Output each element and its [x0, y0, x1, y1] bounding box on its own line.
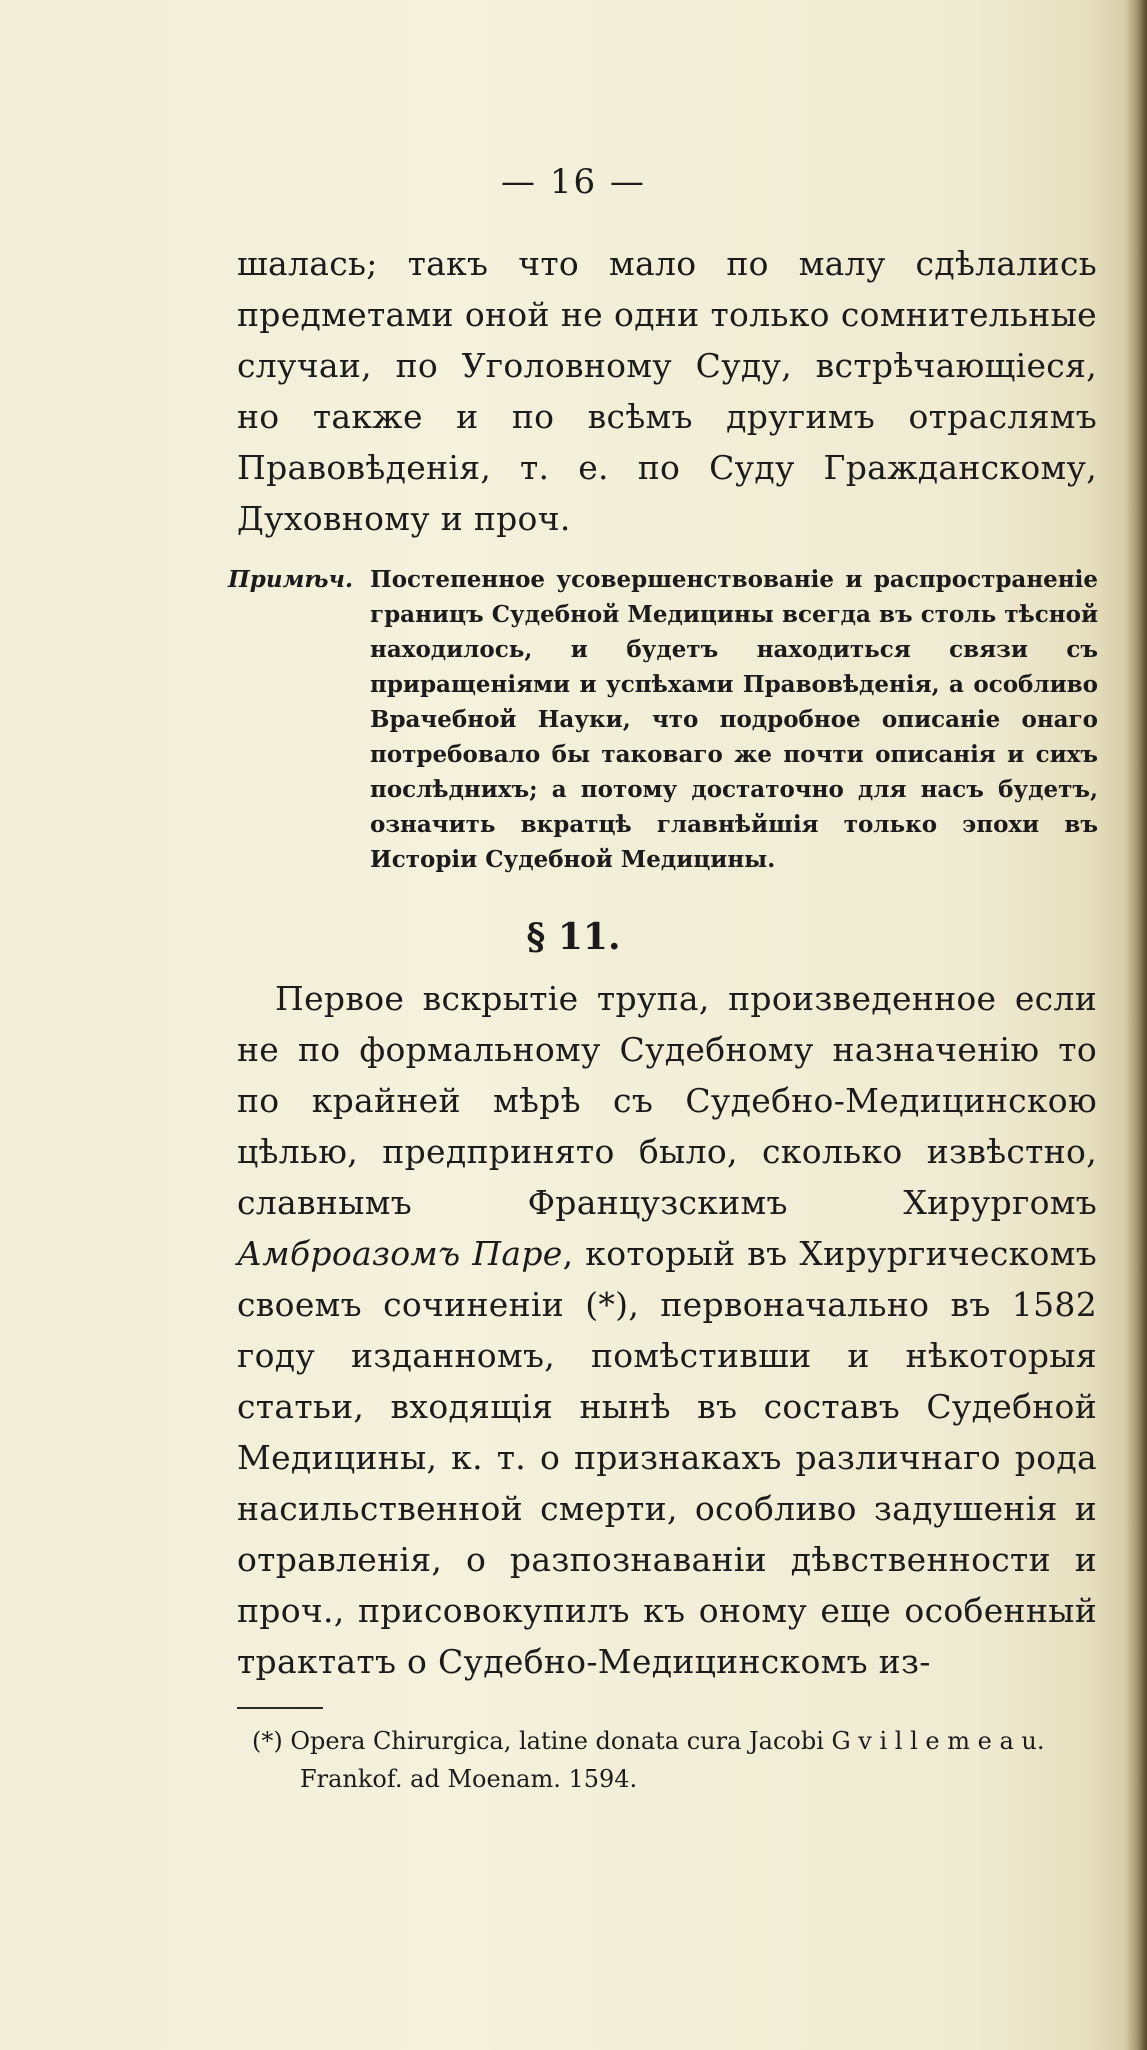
section-paragraph-part2: , который въ Хирургическомъ своемъ сочиненіи (*), первоначально въ 1582 году изданномъ, помѣстивши и нѣкоторыя статьи, входящія нынѣ въ составъ Судебной Медицины, к. т. о признакахъ различнаго рода насильственной смерти, особливо задушенія и отравленія, о разпознаваніи дѣвственности и проч., присовокупилъ къ оному еще особенный трактатъ о Судебно-Медицинскомъ из- [237, 1234, 1097, 1681]
section-paragraph [237, 973, 1097, 1687]
note-block [228, 562, 1098, 877]
note-label: Примѣч. [228, 566, 353, 593]
section-paragraph-part1: Первое вскрытіе трупа, произведенное если не по формальному Судебному назначенію то по крайней мѣрѣ съ Судебно-Медицинскою цѣлью, предпринято было, сколько извѣстно, славнымъ Французскимъ Хирургомъ [237, 979, 1097, 1222]
section-heading: § 11. [526, 916, 621, 958]
footnote-divider [237, 1707, 323, 1709]
top-paragraph: шалась; такъ что мало по малу сдѣлались предметами оной не одни только сомнительные случаи, по Уголовному Суду, встрѣчающіеся, но также и по всѣмъ другимъ отраслямъ Правовѣденія, т. е. по Суду Гражданскому, Духовному и проч. [237, 244, 1097, 538]
surgeon-name: Амброазомъ Паре [237, 1234, 563, 1273]
page-edge-shadow [1125, 0, 1147, 2050]
footnote-line-2: Frankof. ad Moenam. 1594. [300, 1765, 638, 1793]
footnote-line-1: (*) Opera Chirurgica, latine donata cura Jacobi G v i l l e m e a u. [252, 1727, 1045, 1755]
footnote [252, 1722, 1102, 1798]
note-text: Постепенное усовершенствованіе и распространеніе границъ Судебной Медицины всегда въ столь тѣсной находилось, и будетъ находиться связи съ приращеніями и успѣхами Правовѣденія, а особливо Врачебной Науки, что подробное описаніе онаго потребовало бы таковаго же почти описанія и сихъ послѣднихъ; а потому достаточно для насъ будетъ, означить вкратцѣ главнѣйшія только эпохи въ Исторіи Судебной Медицины. [370, 566, 1098, 873]
page-number: — 16 — [501, 162, 646, 202]
